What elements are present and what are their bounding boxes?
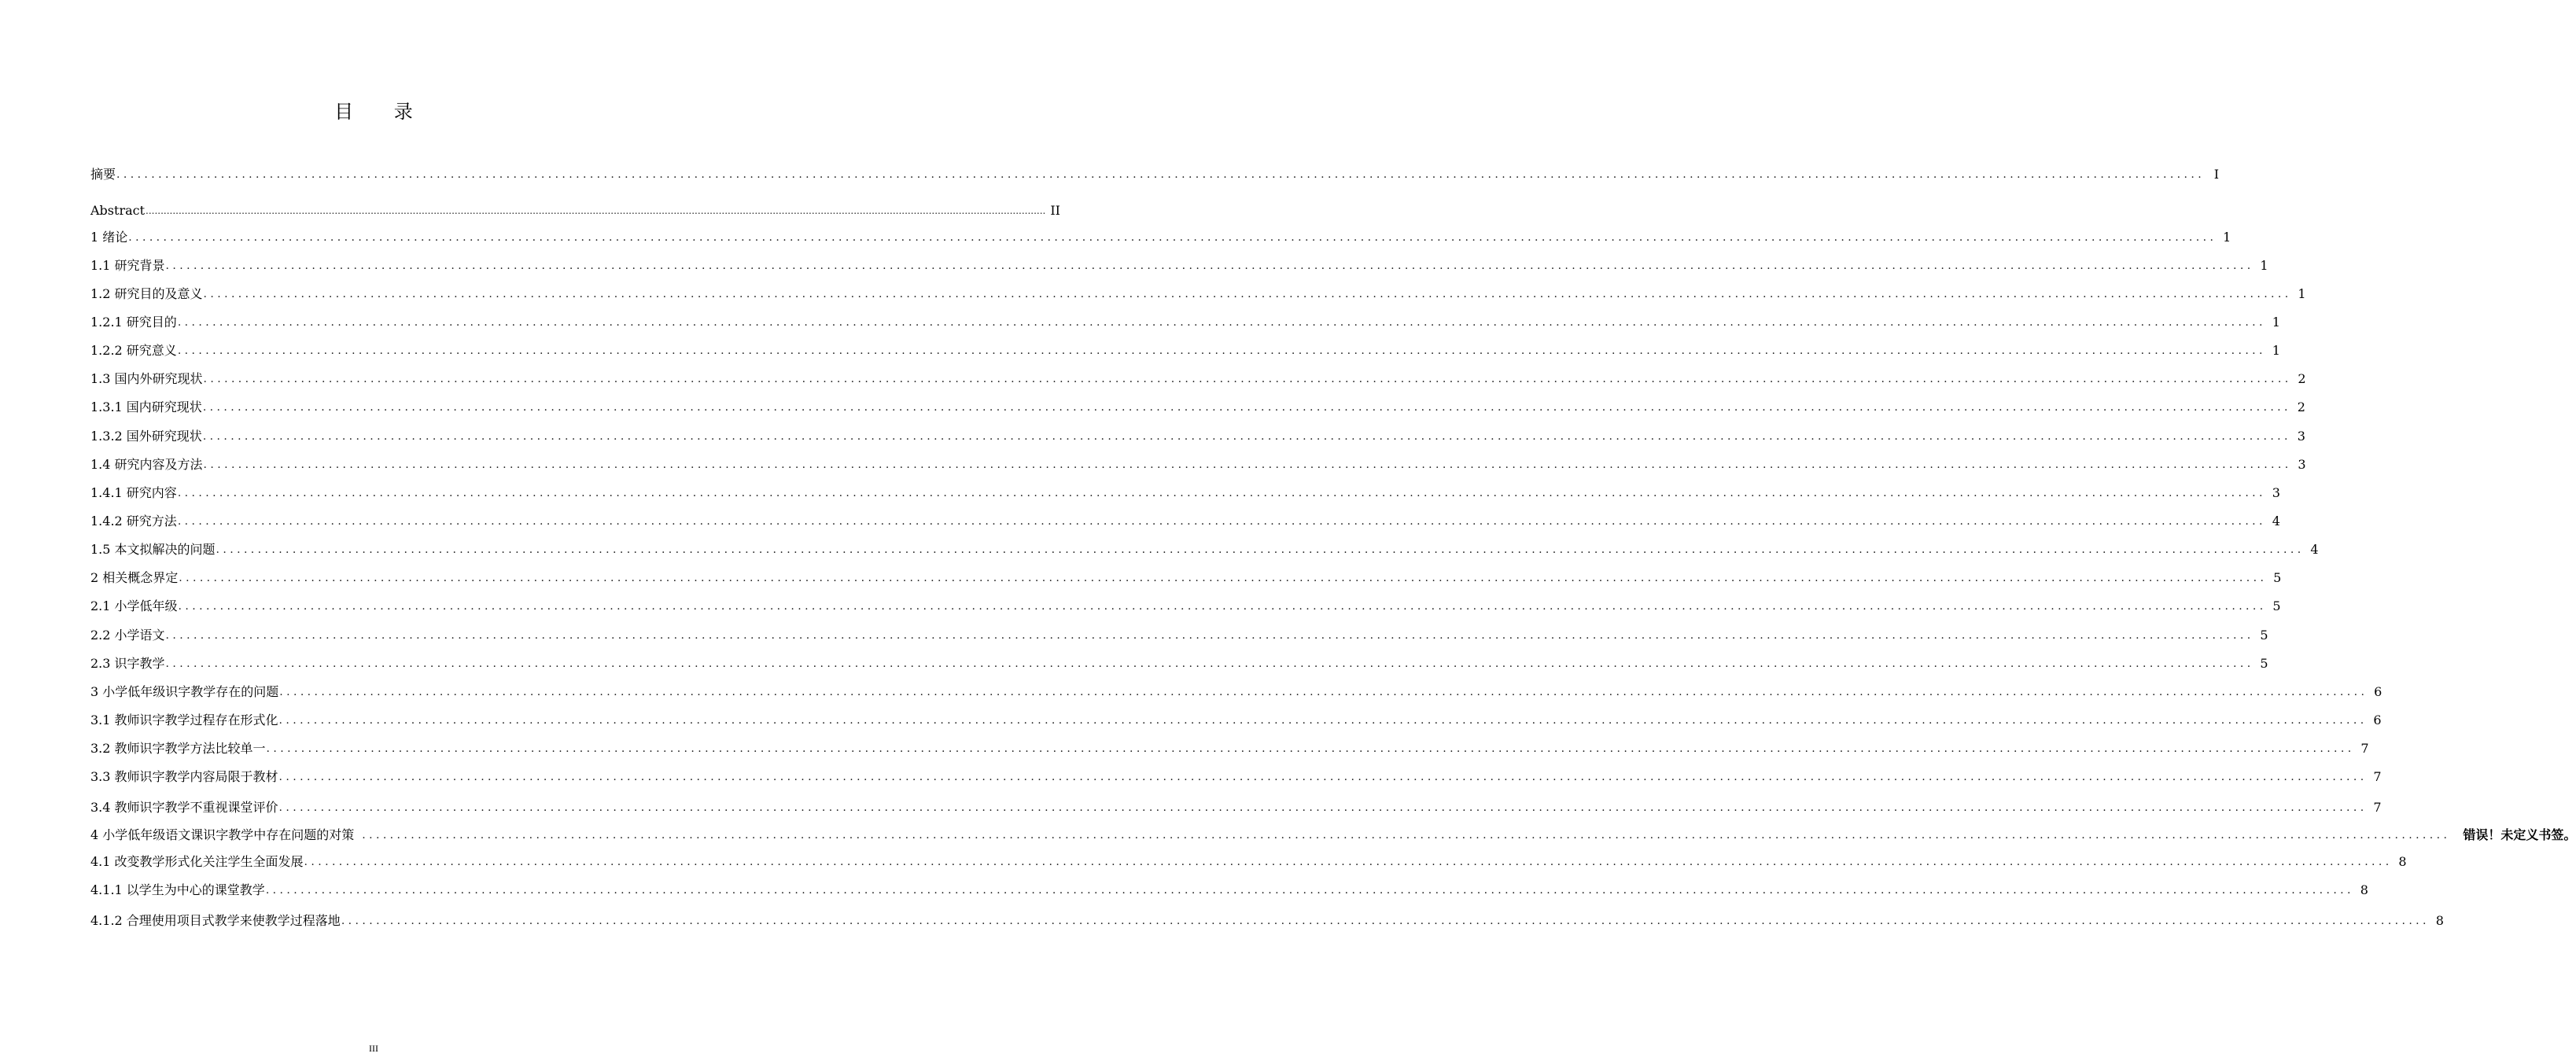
toc-entry-page: 5 <box>2260 656 2268 671</box>
dot-leader: ............................................................................................................................................................................................................................................................................................................ <box>279 686 2368 698</box>
dot-leader: ............................................................................................................................................................................................................................................................................................................ <box>203 459 2292 471</box>
dot-leader: ............................................................................................................................................................................................................................................................................................................ <box>278 714 2368 727</box>
toc-entry[interactable] <box>90 910 2444 929</box>
toc-entry[interactable] <box>90 164 2220 182</box>
toc-entry-label: 1.2.2 研究意义 <box>90 343 177 358</box>
toc-entry-label: 2.3 识字教学 <box>90 656 165 671</box>
toc-entry-label: 摘要 <box>90 167 116 182</box>
toc-entry-label: 2.1 小学低年级 <box>90 598 178 613</box>
toc-entry-page: 4 <box>2310 542 2319 557</box>
toc-entry[interactable] <box>90 283 2306 302</box>
toc-entry-page: I <box>2213 167 2220 182</box>
toc-entry[interactable] <box>90 200 1060 219</box>
dot-leader: ............................................................................................................................................................................................................................................................................................................ <box>202 430 2291 443</box>
toc-entry-label: 3.1 教师识字教学过程存在形式化 <box>90 713 278 727</box>
toc-entry-page: 7 <box>2373 800 2382 815</box>
broken-bookmark-error: 错误！未定义书签。 <box>2463 827 2576 842</box>
toc-entry[interactable] <box>90 766 2382 785</box>
toc-entry-page: 2 <box>2297 400 2305 414</box>
page-number-footer: III <box>369 1043 378 1054</box>
dot-leader: ............................................................................................................................................................................................................................................................................................................ <box>128 231 2217 244</box>
toc-entry-page: 1 <box>2298 286 2306 301</box>
dot-leader: ............................................................................................................................................................................................................................................................................................................ <box>216 543 2305 556</box>
toc-entry-label: 3.3 教师识字教学内容局限于教材 <box>90 769 278 784</box>
dot-leader: ............................................................................................................................................................................................................................................................................................................ <box>304 856 2393 868</box>
toc-entry[interactable] <box>90 510 2280 529</box>
toc-entry[interactable] <box>90 539 2319 558</box>
toc-entry-page: 3 <box>2298 457 2306 472</box>
toc-entry[interactable] <box>90 340 2280 359</box>
toc-entry-page: 2 <box>2298 371 2306 386</box>
toc-entry-label: 3.2 教师识字教学方法比较单一 <box>90 741 266 756</box>
toc-entry-page: 8 <box>2435 913 2444 928</box>
toc-entry-page: 1 <box>2260 258 2268 273</box>
dot-leader: ............................................................................................................................................................................................................................................................................................................ <box>265 884 2354 897</box>
toc-entry[interactable] <box>90 653 2268 672</box>
toc-entry-label: 4.1.1 以学生为中心的课堂教学 <box>90 882 265 897</box>
toc-entry-label: 1.4.2 研究方法 <box>90 514 177 528</box>
toc-entry-label: 1.3.2 国外研究现状 <box>90 429 202 444</box>
toc-entry-page: 1 <box>2272 343 2280 358</box>
toc-entry-page: 7 <box>2373 769 2382 784</box>
dot-leader: ............................................................................................................................................................................................................................................................................................................ <box>177 344 2266 357</box>
toc-entry-label: 4.1 改变教学形式化关注学生全面发展 <box>90 854 304 869</box>
toc-entry-page: 5 <box>2272 598 2281 613</box>
toc-entry-page: 1 <box>2223 230 2231 245</box>
toc-entry-label: 1.3 国内外研究现状 <box>90 371 203 386</box>
toc-entry[interactable] <box>90 797 2382 816</box>
toc-entry[interactable] <box>90 396 2305 415</box>
toc-entry[interactable] <box>90 824 2576 843</box>
toc-entry[interactable] <box>90 624 2268 643</box>
dot-leader: ............................................................................................................................................................................................................................................................................................................ <box>165 260 2254 272</box>
toc-entry-label: 4 小学低年级语文课识字教学中存在问题的对策 <box>90 827 355 842</box>
toc-entry[interactable] <box>90 851 2407 870</box>
dot-leader: ............................................................................................................................................................................................................................................................................................................ <box>178 600 2267 613</box>
toc-entry[interactable] <box>90 425 2305 444</box>
toc-entry-page: 8 <box>2360 882 2368 897</box>
dot-leader: ............................................................................................................................................................................................................................................................................................................ <box>341 915 2430 927</box>
dot-leader: ............................................................................................................................................................................................................................................................................................................ <box>278 801 2368 814</box>
toc-entry[interactable] <box>90 879 2368 898</box>
dot-leader: ............................................................................................................................................................................................................................................................................................................ <box>266 742 2355 755</box>
toc-entry-label: 1.4 研究内容及方法 <box>90 457 203 472</box>
toc-entry-label: 1 绪论 <box>90 230 128 245</box>
dot-leader: ............................................................................................................................................................................................................................................................................................................ <box>177 515 2266 528</box>
dot-leader: ............................................................................................................................................................................................................................................................................................................ <box>203 373 2292 385</box>
dot-leader: ............................................................................................................................................................................................................................................................................................................ <box>177 487 2266 499</box>
toc-entry[interactable] <box>90 709 2382 728</box>
toc-entry-page: 5 <box>2273 570 2282 585</box>
toc-entry-page: 6 <box>2373 713 2382 727</box>
toc-entry[interactable] <box>90 454 2306 473</box>
toc-entry-label: 1.1 研究背景 <box>90 258 165 273</box>
toc-entry-page: 5 <box>2260 628 2268 643</box>
dot-leader: ............................................................................................................................................................................................................................................................................................................ <box>165 657 2254 670</box>
dot-leader: ............................................................................................................................................................................................................................................................................................................ <box>278 771 2368 783</box>
toc-entry-page: II <box>1050 203 1060 218</box>
toc-entry-label: 1.3.1 国内研究现状 <box>90 400 202 414</box>
toc-entry-page: 4 <box>2272 514 2280 528</box>
toc-entry-label: 1.5 本文拟解决的问题 <box>90 542 216 557</box>
toc-entry-label: 2.2 小学语文 <box>90 628 165 643</box>
toc-entry[interactable] <box>90 567 2282 586</box>
toc-entry-page: 3 <box>2272 485 2280 500</box>
toc-entry-label: 3.4 教师识字教学不重视课堂评价 <box>90 800 278 815</box>
dot-leader: ............................................................................................................................................................................................................................................................................................................ <box>146 205 1046 216</box>
toc-entry-page: 3 <box>2297 429 2305 444</box>
dot-leader: ............................................................................................................................................................................................................................................................................................................ <box>362 829 2451 842</box>
dot-leader: ............................................................................................................................................................................................................................................................................................................ <box>165 629 2254 642</box>
toc-entry[interactable] <box>90 681 2383 700</box>
toc-entry-label: 4.1.2 合理使用项目式教学来使教学过程落地 <box>90 913 341 928</box>
toc-entry-label: 1.4.1 研究内容 <box>90 485 177 500</box>
toc-entry[interactable] <box>90 311 2280 330</box>
toc-entry-label: 1.2.1 研究目的 <box>90 315 177 330</box>
toc-entry-label: 2 相关概念界定 <box>90 570 179 585</box>
toc-entry-label: 1.2 研究目的及意义 <box>90 286 203 301</box>
toc-entry[interactable] <box>90 255 2268 274</box>
dot-leader: ............................................................................................................................................................................................................................................................................................................ <box>179 572 2268 584</box>
dot-leader: ............................................................................................................................................................................................................................................................................................................ <box>177 316 2266 329</box>
toc-entry[interactable] <box>90 738 2369 757</box>
toc-entry[interactable] <box>90 368 2306 387</box>
toc-entry-page: 7 <box>2360 741 2369 756</box>
toc-entry[interactable] <box>90 226 2231 245</box>
toc-entry-page: 1 <box>2272 315 2280 330</box>
toc-entry[interactable] <box>90 482 2280 501</box>
toc-entry-label: Abstract <box>90 203 146 218</box>
toc-entry-label: 3 小学低年级识字教学存在的问题 <box>90 684 279 699</box>
toc-entry[interactable] <box>90 595 2281 614</box>
page-title: 目 录 <box>334 101 430 123</box>
dot-leader: ............................................................................................................................................................................................................................................................................................................ <box>116 168 2206 181</box>
toc-entry-page: 8 <box>2398 854 2407 869</box>
toc-entry-page: 6 <box>2374 684 2383 699</box>
dot-leader: ............................................................................................................................................................................................................................................................................................................ <box>202 401 2291 414</box>
dot-leader: ............................................................................................................................................................................................................................................................................................................ <box>203 288 2292 300</box>
